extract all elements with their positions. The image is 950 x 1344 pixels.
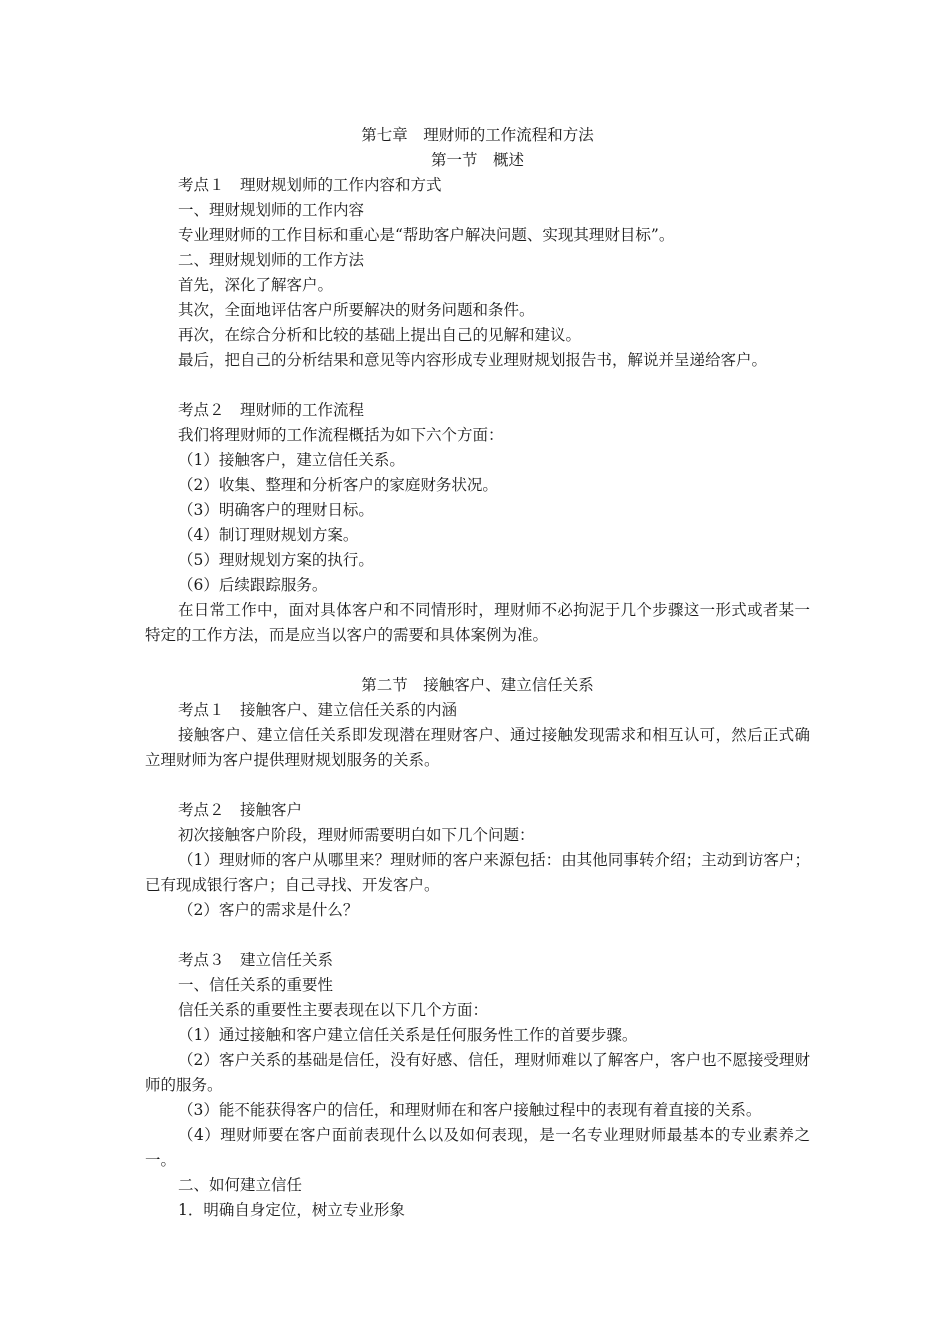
subheading: 一、理财规划师的工作内容 — [178, 201, 365, 219]
point-item: （2）客户关系的基础是信任，没有好感、信任，理财师难以了解客户，客户也不愿接受理财师的服务。 — [145, 1051, 810, 1094]
step-item: 最后，把自己的分析结果和意见等内容形成专业理财规划报告书，解说并呈递给客户。 — [178, 351, 768, 369]
section-title: 第一节 概述 — [430, 151, 524, 169]
list-item: （2）收集、整理和分析客户的家庭财务状况。 — [178, 476, 498, 494]
step-item: 首先，深化了解客户。 — [178, 276, 334, 294]
section-title: 第二节 接触客户、建立信任关系 — [361, 676, 594, 694]
exam-point-heading: 考点２ 接触客户 — [178, 801, 303, 819]
step-item: 再次，在综合分析和比较的基础上提出自己的见解和建议。 — [178, 326, 582, 344]
paragraph: 接触客户、建立信任关系即发现潜在理财客户、通过接触发现需求和相互认可，然后正式确立理财师为客户提供理财规划服务的关系。 — [145, 726, 810, 769]
list-item: 1．明确自身定位，树立专业形象 — [178, 1201, 405, 1219]
exam-point-heading: 考点１ 接触客户、建立信任关系的内涵 — [178, 701, 458, 719]
point-item: （1）通过接触和客户建立信任关系是任何服务性工作的首要步骤。 — [178, 1026, 638, 1044]
blank-line — [145, 773, 810, 798]
blank-line — [145, 648, 810, 673]
question-item: （1）理财师的客户从哪里来？理财师的客户来源包括：由其他同事转介绍；主动到访客户；已有现成银行客户；自己寻找、开发客户。 — [145, 851, 810, 894]
paragraph: 信任关系的重要性主要表现在以下几个方面： — [178, 1001, 489, 1019]
point-item: （3）能不能获得客户的信任，和理财师在和客户接触过程中的表现有着直接的关系。 — [178, 1101, 762, 1119]
point-item: （4）理财师要在客户面前表现什么以及如何表现，是一名专业理财师最基本的专业素养之一。 — [145, 1126, 810, 1169]
paragraph: 初次接触客户阶段，理财师需要明白如下几个问题： — [178, 826, 535, 844]
blank-line — [145, 923, 810, 948]
list-item: （3）明确客户的理财日标。 — [178, 501, 374, 519]
question-item: （2）客户的需求是什么？ — [178, 901, 359, 919]
paragraph: 在日常工作中，面对具体客户和不同情形时，理财师不必拘泥于几个步骤这一形式或者某一特定的工作方法，而是应当以客户的需要和具体案例为准。 — [145, 601, 810, 644]
list-item: （1）接触客户，建立信任关系。 — [178, 451, 405, 469]
list-item: （6）后续跟踪服务。 — [178, 576, 328, 594]
subheading: 一、信任关系的重要性 — [178, 976, 334, 994]
subheading: 二、理财规划师的工作方法 — [178, 251, 365, 269]
subheading: 二、如何建立信任 — [178, 1176, 303, 1194]
paragraph: 专业理财师的工作目标和重心是“帮助客户解决问题、实现其理财目标”。 — [178, 226, 675, 244]
list-item: （5）理财规划方案的执行。 — [178, 551, 374, 569]
paragraph: 我们将理财师的工作流程概括为如下六个方面： — [178, 426, 504, 444]
exam-point-heading: 考点２ 理财师的工作流程 — [178, 401, 365, 419]
step-item: 其次，全面地评估客户所要解决的财务问题和条件。 — [178, 301, 535, 319]
exam-point-heading: 考点３ 建立信任关系 — [178, 951, 334, 969]
chapter-title: 第七章 理财师的工作流程和方法 — [361, 126, 594, 144]
list-item: （4）制订理财规划方案。 — [178, 526, 359, 544]
exam-point-heading: 考点１ 理财规划师的工作内容和方式 — [178, 176, 442, 194]
document-page — [145, 123, 810, 1223]
blank-line — [145, 373, 810, 398]
